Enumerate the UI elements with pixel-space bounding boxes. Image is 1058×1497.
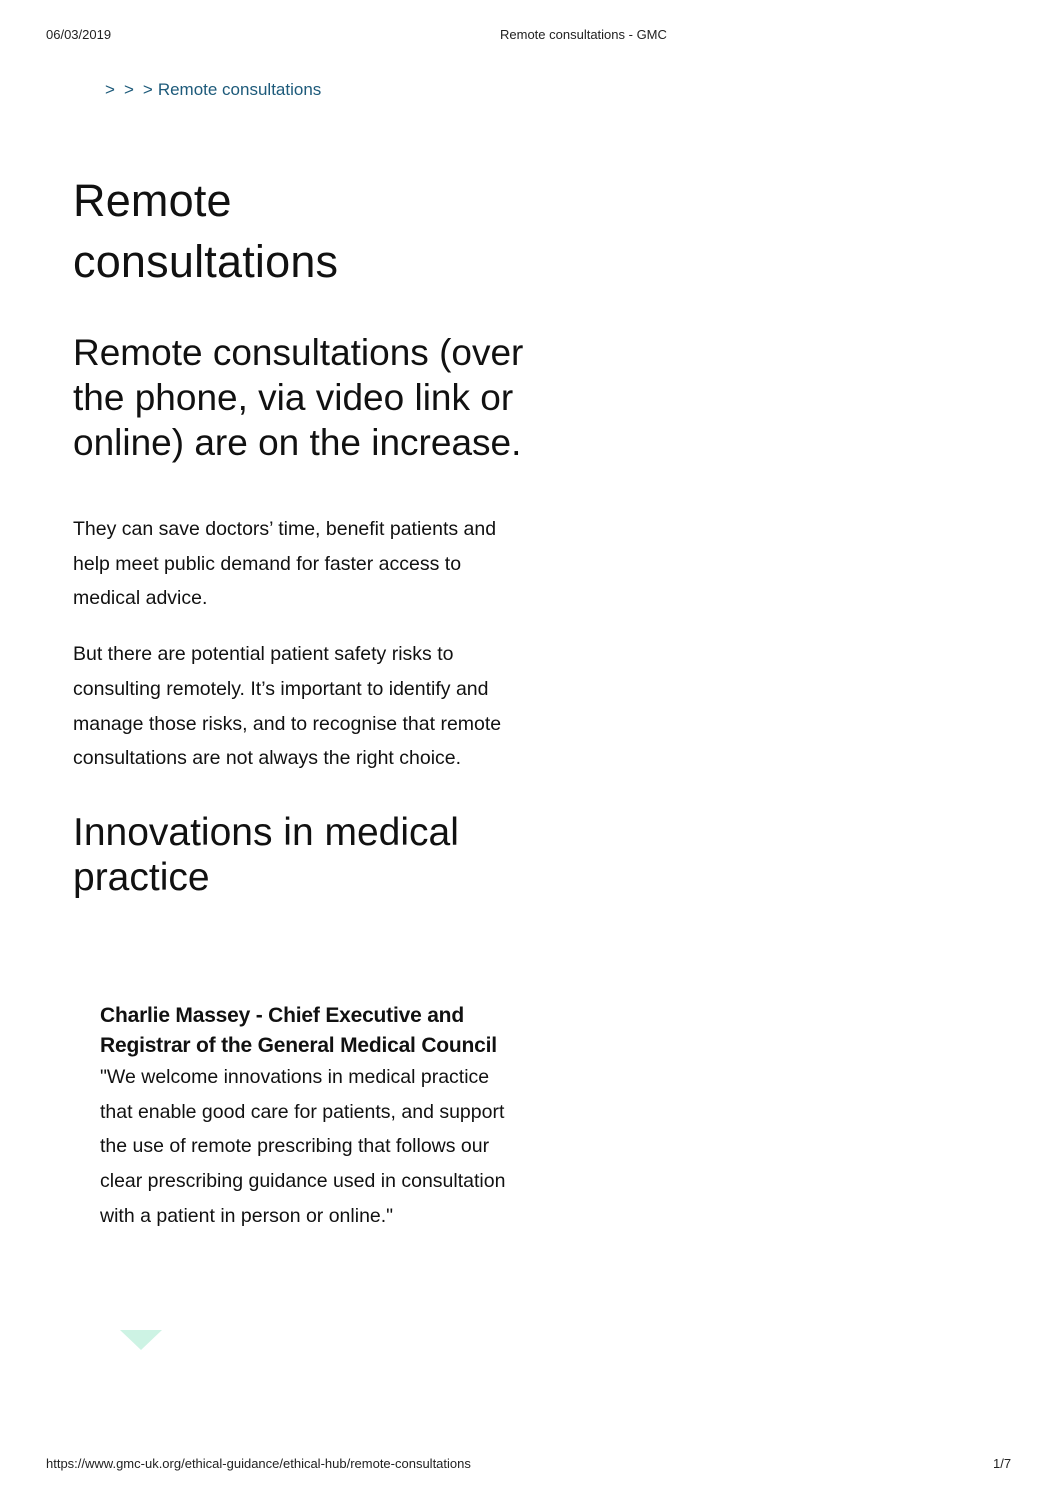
breadcrumb-separator[interactable]: > bbox=[123, 80, 134, 99]
breadcrumb-separator: > bbox=[142, 80, 153, 99]
section-heading: Innovations in medical practice bbox=[73, 810, 459, 899]
expand-triangle-icon[interactable] bbox=[120, 1330, 162, 1350]
quote-author: Charlie Massey - Chief Executive and Registrar of the General Medical Council bbox=[100, 1004, 497, 1057]
quote-text: "We welcome innovations in medical practice that enable good care for patients, and support the use of remote prescribing that follows our clear prescribing guidance used in consultation with a patient in person or online." bbox=[100, 1066, 506, 1227]
print-header-title: Remote consultations - GMC bbox=[500, 27, 667, 42]
breadcrumb-current-link[interactable]: Remote consultations bbox=[157, 80, 322, 99]
breadcrumb bbox=[105, 80, 321, 100]
article-main bbox=[73, 170, 543, 900]
print-footer-url: https://www.gmc-uk.org/ethical-guidance/ethical-hub/remote-consultations bbox=[46, 1456, 471, 1471]
article-paragraph: But there are potential patient safety risks to consulting remotely. It’s important to identify and manage those risks, and to recognise that remote consultations are not always the right choice. bbox=[73, 643, 502, 770]
quote-block bbox=[100, 1001, 520, 1234]
page-title: Remote consultations bbox=[73, 175, 339, 287]
breadcrumb-separator[interactable]: > bbox=[105, 80, 115, 99]
article-lead: Remote consultations (over the phone, via video link or online) are on the increase. bbox=[73, 332, 524, 463]
print-header-date: 06/03/2019 bbox=[46, 27, 112, 42]
article-paragraph: They can save doctors’ time, benefit patients and help meet public demand for faster access to medical advice. bbox=[73, 518, 497, 610]
print-footer-page-number: 1/7 bbox=[993, 1456, 1012, 1471]
